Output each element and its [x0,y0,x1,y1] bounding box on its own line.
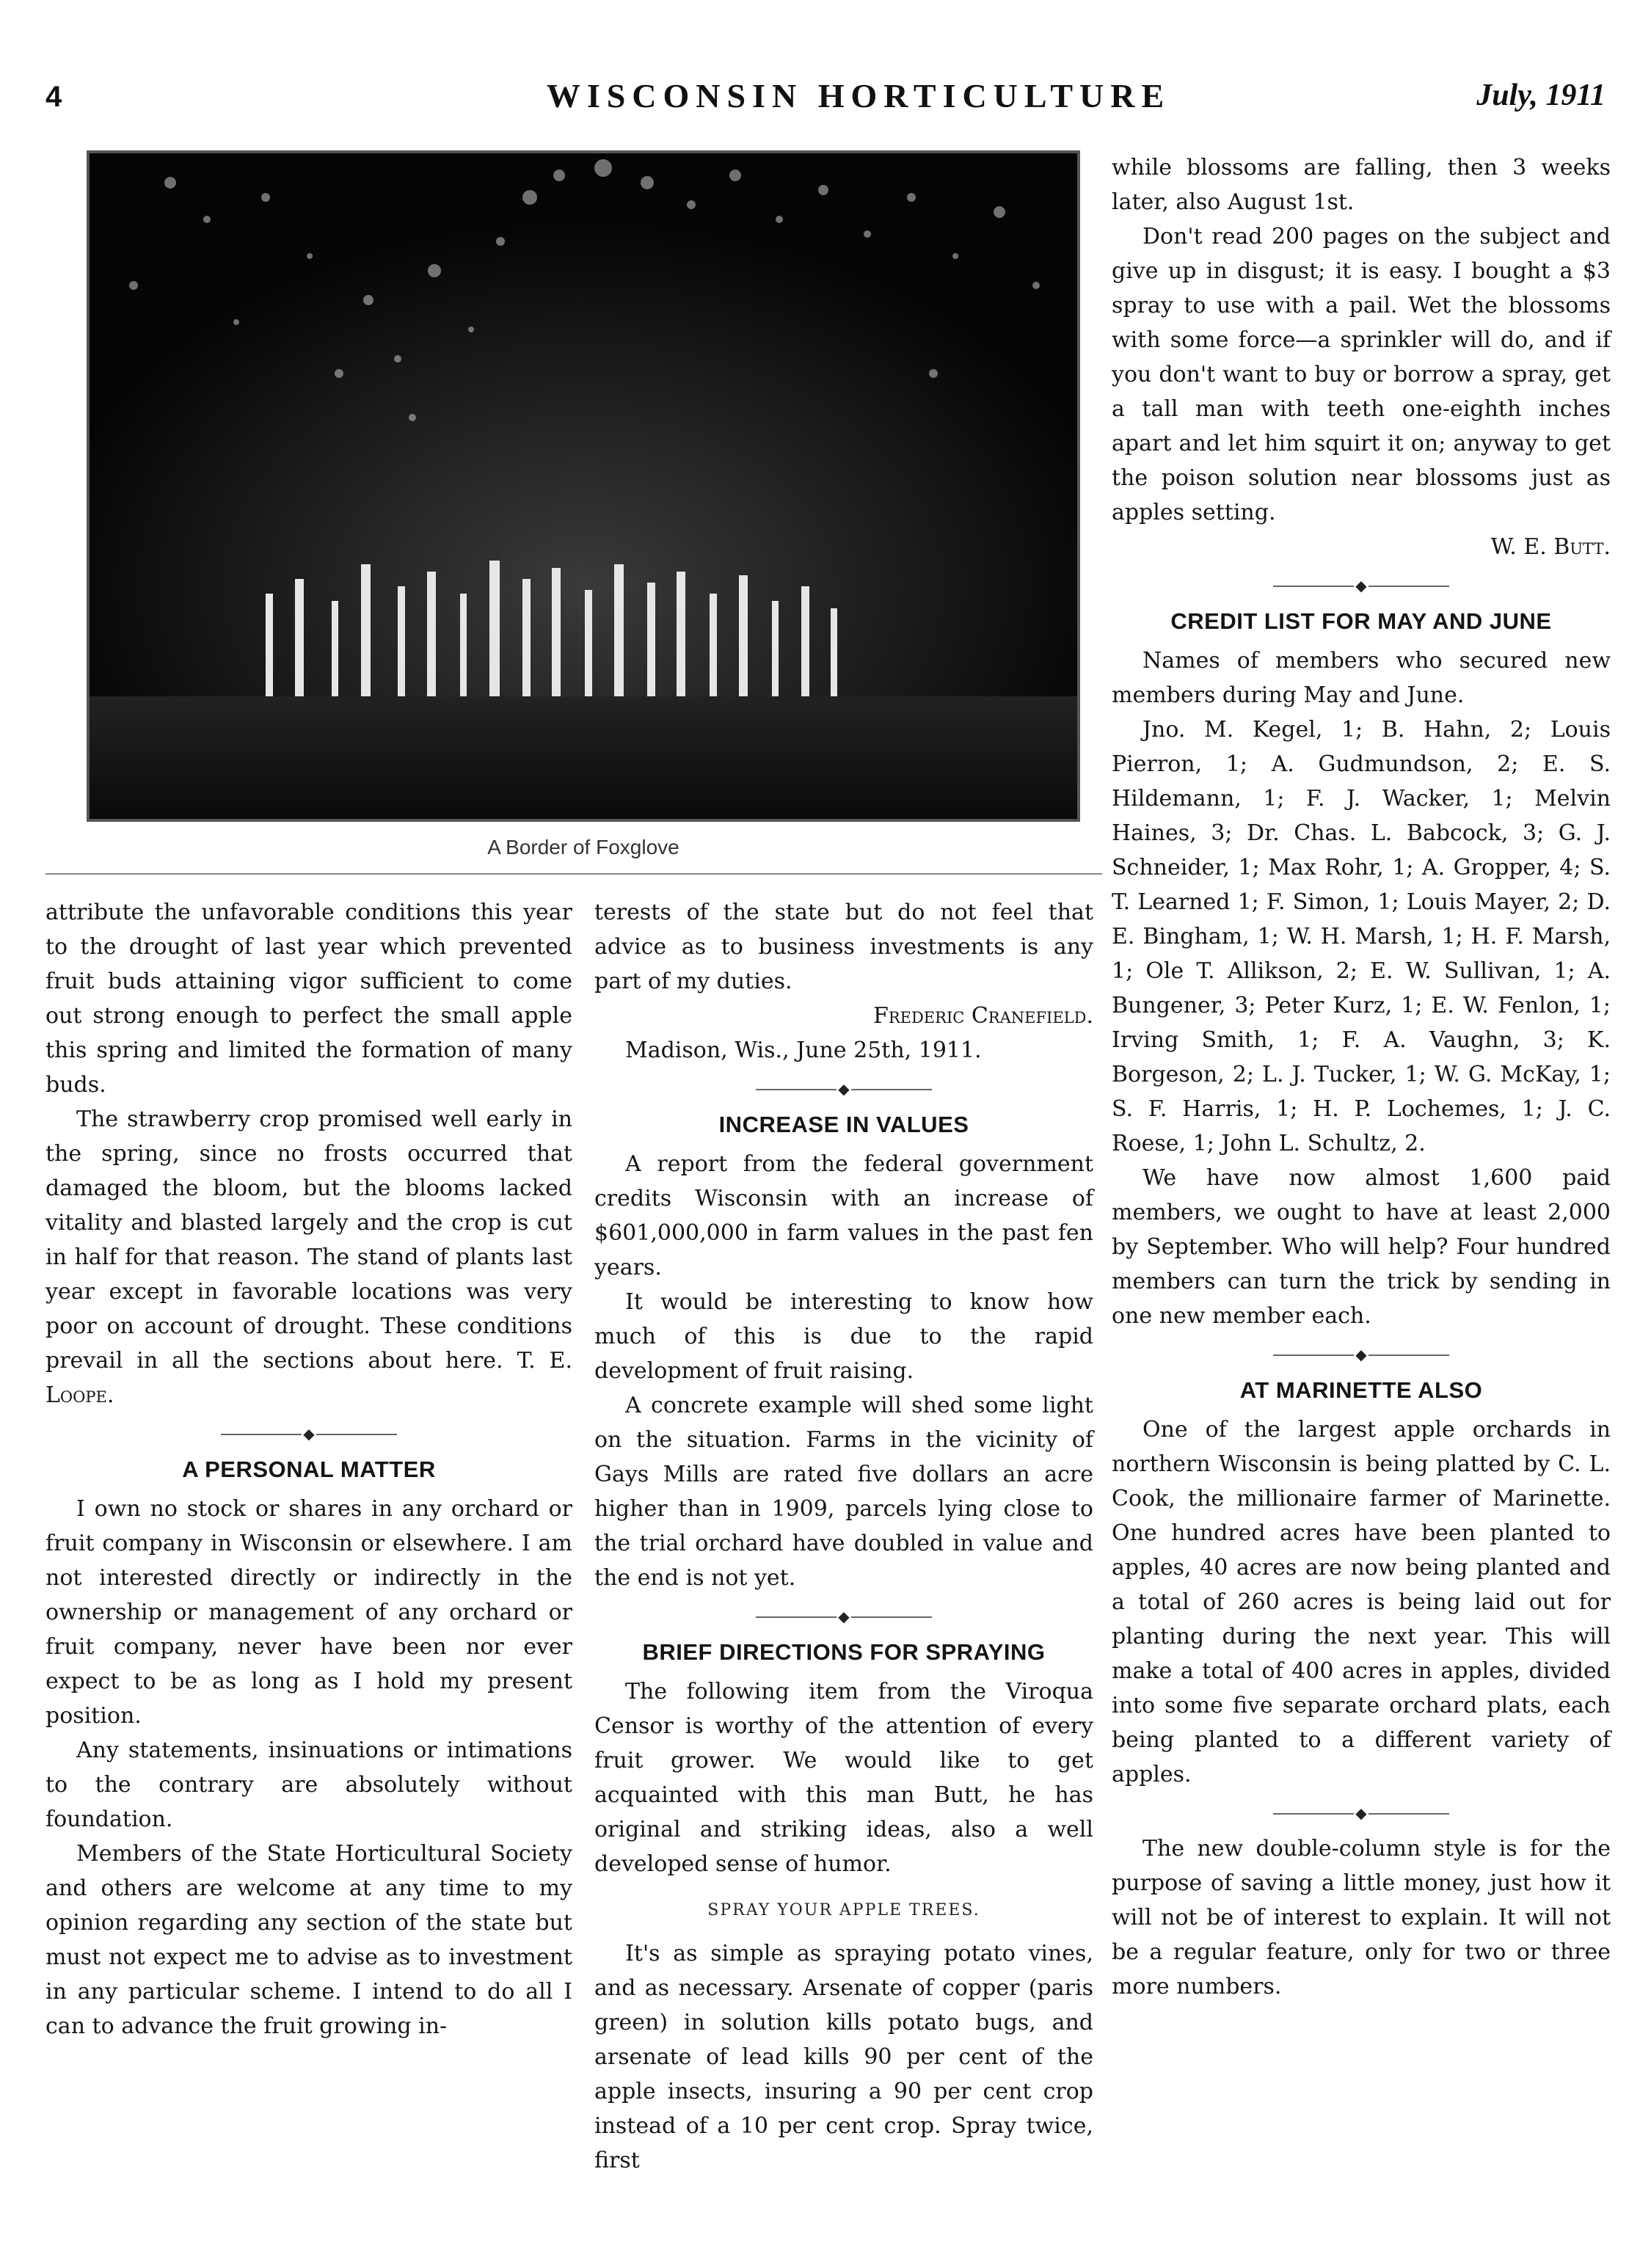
loope-paragraph-1: attribute the unfavorable conditions this year to the drought of last year which prevented fruit buds attaining vigor sufficient to come out strong enough to perfect the small apple this spring and limited the formation of many buds. [45,900,572,1098]
spray-subheading: SPRAY YOUR APPLE TREES. [707,1901,980,1919]
marinette-heading: AT MARINETTE ALSO [1239,1377,1483,1403]
cranefield-signature: Frederic Cranefield. [873,1003,1093,1029]
spraying-paragraph-1: The following item from the Viroqua Censor is worthy of the attention of every fruit grower. We would like to get acquainted with this man Butt, he has original and striking ideas, also a well developed sense of humor. [594,1679,1093,1877]
loope-signature: T. E. Loope. [45,1348,572,1408]
page-number: 4 [45,81,62,113]
section-ornament: ◆ [1273,1804,1449,1824]
butt-paragraph-2: Don't read 200 pages on the subject and give up in disgust; it is easy. I bought a $3 spray to use with a pail. Wet the blossoms with some force—a sprinkler will do, and if you don't want to buy or borrow a spray, get a tall man with teeth one-eighth inches apart and let him squirt it on; anyway to get the poison solution near blossoms just as apples setting. [1112,224,1611,525]
double-column-note: The new double-column style is for the purpose of saving a little money, just how it will not be of interest to explain. It will not be a regular feature, only for two or three more numbers. [1112,1836,1611,1999]
section-ornament: ◆ [1273,1345,1449,1365]
increase-paragraph-2: It would be interesting to know how much of this is due to the rapid development of fruit raising. [594,1289,1093,1384]
marinette-paragraph: One of the largest apple orchards in northern Wisconsin is being platted by C. L. Cook, the millionaire farmer of Marinette. One hundred acres have been planted to apples, 40 acres are now being planted and a total of 260 acres is being laid out for planting during the next year. This will make a total of 400 acres in apples, divided into some five separate orchard plats, each being planted to a different variety of apples. [1112,1417,1611,1787]
credit-list-heading: CREDIT LIST FOR MAY AND JUNE [1170,608,1552,634]
issue-date: July, 1911 [1476,79,1606,112]
section-ornament: ◆ [756,1607,932,1627]
foxglove-photo-image [90,153,1077,819]
section-ornament: ◆ [221,1424,397,1445]
caption-rule [45,873,1102,875]
personal-paragraph-1: I own no stock or shares in any orchard or fruit company in Wisconsin or elsewhere. I am not interested directly or indirectly in the ownership or management of any orchard or fruit company, never have been nor ever expect to be as long as I hold my present position. [45,1496,572,1729]
column-2 [594,895,1093,2178]
loope-paragraph-2 [45,1102,572,1412]
cranefield-place-date: Madison, Wis., June 25th, 1911. [625,1038,982,1063]
section-ornament: ◆ [1273,576,1449,597]
credit-names-list: Jno. M. Kegel, 1; B. Hahn, 2; Louis Pierron, 1; A. Gudmundson, 2; E. S. Hildemann, 1; F. J. Wacker, 1; Melvin Haines, 3; Dr. Chas. L. Babcock, 3; G. J. Schneider, 1; Max Rohr, 1; A. Gropper, 4; S. T. Learned 1; F. Simon, 1; Louis Mayer, 2; D. E. Bingham, 1; W. H. Marsh, 1; H. F. Marsh, 1; Ole T. Allikson, 2; E. W. Sullivan, 1; A. Bungener, 3; Peter Kurz, 1; E. W. Fenlon, 1; Irving Smith, 1; F. A. Vaughn, 3; K. Borgeson, 2; L. J. Tucker, 1; W. G. McKay, 1; S. F. Harris, 1; H. P. Lochemes, 1; J. C. Roese, 1; John L. Schultz, 2. [1112,717,1611,1156]
butt-paragraph-1: while blossoms are falling, then 3 weeks later, also August 1st. [1112,155,1611,215]
credit-paragraph-3: We have now almost 1,600 paid members, we ought to have at least 2,000 by September. Who will help? Four hundred members can turn the trick by sending in one new member each. [1112,1165,1611,1329]
personal-paragraph-2: Any statements, insinuations or intimations to the contrary are absolutely without foundation. [45,1738,572,1832]
butt-signature: W. E. Butt. [1490,534,1611,560]
loope-paragraph-2-text: The strawberry crop promised well early in the spring, since no frosts occurred that damaged the bloom, but the blooms lacked vitality and blasted largely and the crop is cut in half for that reason. The stand of plants last year except in favorable locations was very poor on account of drought. These conditions prevail in all the sections about here. [45,1106,572,1374]
column-3 [1112,150,1611,2004]
spraying-heading: BRIEF DIRECTIONS FOR SPRAYING [642,1639,1046,1665]
increase-values-heading: INCREASE IN VALUES [718,1112,969,1137]
increase-paragraph-3: A concrete example will shed some light on the situation. Farms in the vicinity of Gays Mills are rated five dollars an acre higher than in 1909, parcels lying close to the trial orchard have doubled in value and the end is not yet. [594,1393,1093,1591]
credit-paragraph-1: Names of members who secured new members during May and June. [1112,648,1611,708]
cranefield-paragraph: terests of the state but do not feel that advice as to business investments is any part of my duties. [594,900,1093,994]
personal-matter-heading: A PERSONAL MATTER [182,1456,436,1482]
spraying-paragraph-2: It's as simple as spraying potato vines, and as necessary. Arsenate of copper (paris green) in solution kills potato bugs, and arsenate of lead kills 90 per cent of the apple insects, insuring a 90 per cent crop instead of a 10 per cent crop. Spray twice, first [594,1941,1093,2173]
journal-title: WISCONSIN HORTICULTURE [546,77,1171,114]
column-1 [45,895,572,2043]
personal-paragraph-3: Members of the State Horticultural Society and others are welcome at any time to my opinion regarding any section of the state but must not expect me to advise as to investment in any particular scheme. I intend to do all I can to advance the fruit growing in- [45,1841,572,2039]
section-ornament: ◆ [756,1079,932,1100]
foxglove-photo [87,150,1080,822]
increase-paragraph-1: A report from the federal government credits Wisconsin with an increase of $601,000,000 in farm values in the past fen years. [594,1151,1093,1280]
photo-caption: A Border of Foxglove [487,836,679,858]
